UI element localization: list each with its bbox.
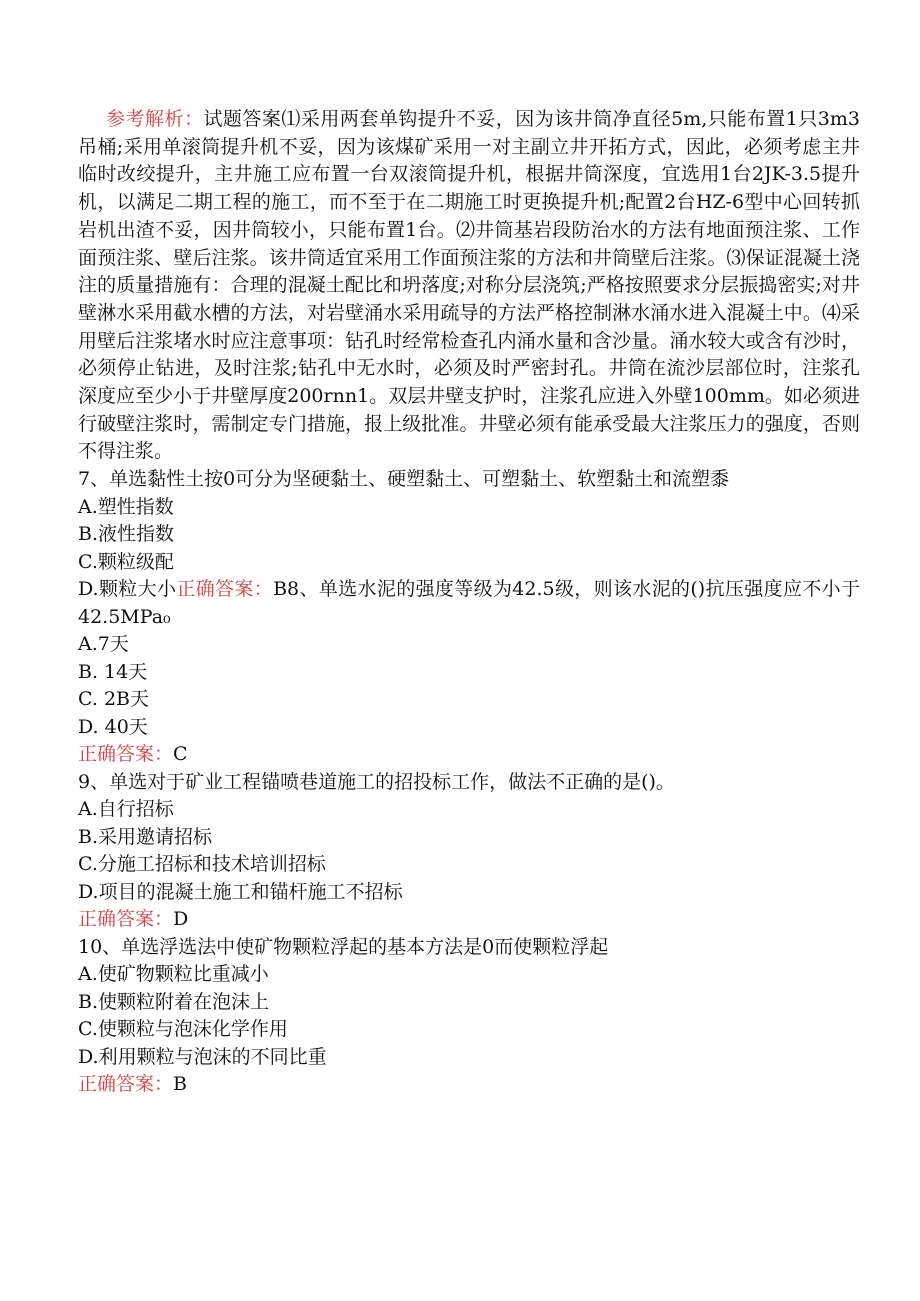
question-8 [78, 631, 860, 769]
option-c: C.分施工招标和技术培训招标 [78, 853, 326, 876]
analysis-label: 参考解析： [106, 108, 204, 130]
analysis-text: 试题答案⑴采用两套单钩提升不妥，因为该井筒净直径5m,只能布置1只3m3吊桶;采用单滚筒提升机不妥，因为该煤矿采用一对主副立井开拓方式，因此，必须考虑主井临时改绞提升，主井施工应布置一台双滚筒提升机，根据井筒深度，宜选用1台2JK-3.5提升机，以满足二期工程的施工，而不至于在二期施工时更换提升机;配置2台HZ-6型中心回转抓岩机出渣不妥，因井筒较小，只能布置1台。⑵井筒基岩段防治水的方法有地面预注浆、工作面预注浆、壁后注浆。该井筒适宜采用工作面预注浆的方法和井筒壁后注浆。⑶保证混凝土浇注的质量措施有：合理的混凝土配比和坍落度;对称分层浇筑;严格按照要求分层振捣密实;对井壁淋水采用截水槽的方法，对岩壁涌水采用疏导的方法严格控制淋水涌水进入混凝土中。⑷采用壁后注浆堵水时应注意事项：钻孔时经常检查孔内涌水量和含沙量。涌水较大或含有沙时，必须停止钻进，及时注浆;钻孔中无水时，必须及时严密封孔。井筒在流沙层部位时，注浆孔深度应至少小于井壁厚度200rnn1。双层井壁支护时，注浆孔应进入外壁100mm。如必须进行破壁注浆时，需制定专门措施，报上级批准。井壁必须有能承受最大注浆压力的强度，否则不得注浆。 [78, 108, 860, 463]
correct-answer [78, 741, 860, 769]
answer-value: C [173, 743, 188, 766]
answer-and-question-8-stem: B8、单选水泥的强度等级为42.5级，则该水泥的()抗压强度应不小于42.5MPa₀ [78, 578, 860, 628]
answer-label: 正确答案： [78, 908, 174, 931]
answer-label: 正确答案： [78, 1073, 174, 1096]
answer-value: B [173, 1073, 187, 1096]
option-b: B. 14天 [78, 660, 148, 683]
question-stem: 7、单选黏性土按0可分为坚硬黏土、硬塑黏土、可塑黏土、软塑黏土和流塑黍 [78, 468, 730, 491]
option-b: B.使颗粒附着在泡沫上 [78, 990, 270, 1013]
option-a: A.7天 [78, 633, 129, 656]
answer-label: 正确答案： [176, 578, 274, 601]
option-a: A.使矿物颗粒比重减小 [78, 963, 269, 986]
question-7 [78, 466, 860, 631]
option-c: C.使颗粒与泡沫化学作用 [78, 1018, 288, 1041]
option-a: A.自行招标 [78, 798, 174, 821]
option-d: D. 40天 [78, 715, 148, 738]
option-d: D.颗粒大小 [78, 578, 177, 601]
question-stem: 9、单选对于矿业工程锚喷巷道施工的招投标工作，做法不正确的是()。 [78, 770, 675, 793]
option-b: B.采用邀请招标 [78, 825, 213, 848]
option-c: C.颗粒级配 [78, 550, 174, 573]
question-stem: 10、单选浮选法中使矿物颗粒浮起的基本方法是0而使颗粒浮起 [78, 935, 609, 958]
correct-answer [78, 906, 860, 934]
option-b: B.液性指数 [78, 523, 175, 546]
answer-label: 正确答案： [78, 743, 174, 766]
reference-analysis [78, 106, 860, 466]
correct-answer [78, 1071, 860, 1099]
question-10 [78, 934, 860, 1099]
option-d-with-answer [78, 576, 860, 631]
answer-value: D [173, 908, 189, 931]
option-d: D.项目的混凝土施工和锚杆施工不招标 [78, 880, 403, 903]
option-a: A.塑性指数 [78, 495, 174, 518]
option-c: C. 2B天 [78, 688, 149, 711]
option-d: D.利用颗粒与泡沫的不同比重 [78, 1045, 327, 1068]
question-9 [78, 769, 860, 934]
